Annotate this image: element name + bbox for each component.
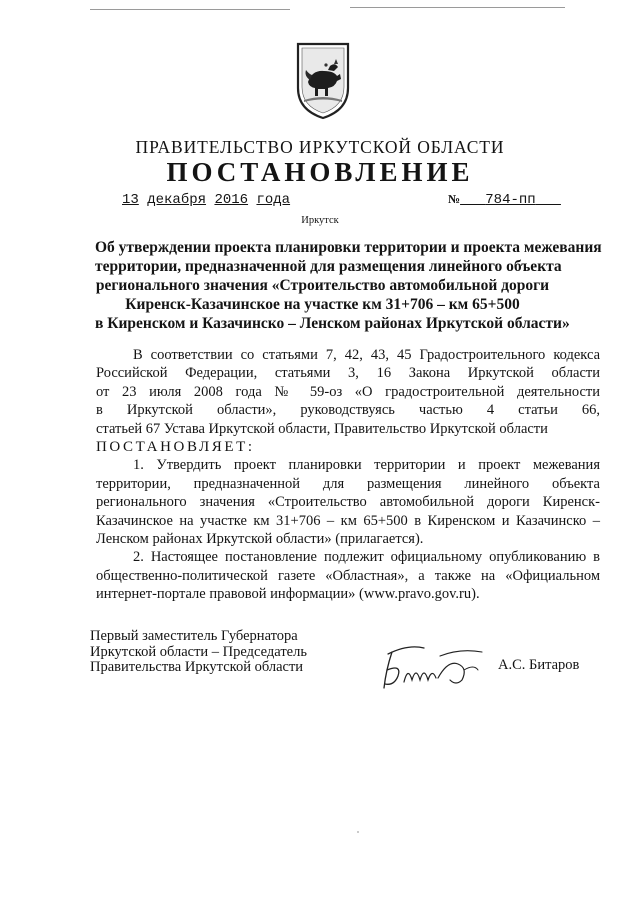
body-line: интернет-портале правовой информации» (www.pravo.gov.ru).: [96, 586, 480, 603]
body-line: Российской Федерации, статьями 3, 16 Закона Иркутской области: [96, 365, 600, 382]
number-value: 784-пп: [485, 192, 536, 208]
number-value-underline: [460, 192, 561, 208]
body-line: 1. Утвердить проект планировки территории и проект межевания: [133, 457, 600, 474]
scan-artifact-line: [350, 7, 565, 8]
date-suffix: года: [256, 192, 291, 208]
body-line: регионального значения «Строительство автомобильной дороги Киренск-: [96, 494, 600, 511]
position-line: Правительства Иркутской области: [90, 659, 304, 675]
title-line: Об утверждении проекта планировки территории и проекта межевания: [95, 239, 602, 256]
document-type-heading: ПОСТАНОВЛЕНИЕ: [166, 157, 474, 187]
title-line: территории, предназначенной для размещения линейного объекта: [95, 258, 562, 275]
coat-of-arms-emblem: [294, 40, 352, 120]
decree-word: ПОСТАНОВЛЯЕТ:: [96, 439, 255, 456]
body-line: Ленском районах Иркутской области» (прилагается).: [96, 531, 424, 548]
document-date: [122, 192, 290, 208]
date-year: 2016: [214, 192, 249, 208]
body-line: статьей 67 Устава Иркутской области, Правительство Иркутской области: [96, 420, 548, 437]
title-line: Киренск-Казачинское на участке км 31+706 – км 65+500: [125, 296, 520, 313]
signatory-position: [90, 629, 307, 676]
position-line: Иркутской области – Председатель: [90, 643, 307, 660]
number-sign: №: [448, 192, 461, 206]
body-line: от 23 июля 2008 года № 59-оз «О градостроительной деятельности: [96, 383, 600, 400]
scan-speck: [357, 831, 359, 833]
body-line: Казачинское на участке км 31+706 – км 65+500 в Киренском и Казачинско –: [96, 512, 600, 529]
signatory-name: А.С. Битаров: [498, 657, 580, 673]
title-line: регионального значения «Строительство автомобильной дороги: [95, 277, 550, 294]
document-body: [96, 346, 600, 604]
scan-artifact-line: [90, 9, 290, 10]
body-line: 2. Настоящее постановление подлежит официальному опубликованию в: [133, 549, 600, 566]
position-line: Первый заместитель Губернатора: [90, 628, 298, 644]
date-day: 13: [122, 192, 139, 208]
document-number: [448, 192, 561, 208]
body-line: в Иркутской области», руководствуясь частью 4 статьи 66,: [96, 402, 600, 419]
document-title: [95, 238, 602, 333]
date-month: декабря: [147, 192, 207, 208]
body-line: В соответствии со статьями 7, 42, 43, 45 Градостроительного кодекса: [133, 347, 600, 363]
title-line: в Киренском и Казачинско – Ленском районах Иркутской области»: [95, 315, 570, 332]
city-label: Иркутск: [301, 215, 339, 226]
handwritten-signature: [378, 640, 488, 692]
government-name: ПРАВИТЕЛЬСТВО ИРКУТСКОЙ ОБЛАСТИ: [135, 137, 505, 157]
body-line: территории, предназначенной для размещения линейного объекта: [96, 475, 600, 492]
body-line: общественно-политической газете «Областная», а также на «Официальном: [96, 567, 600, 584]
